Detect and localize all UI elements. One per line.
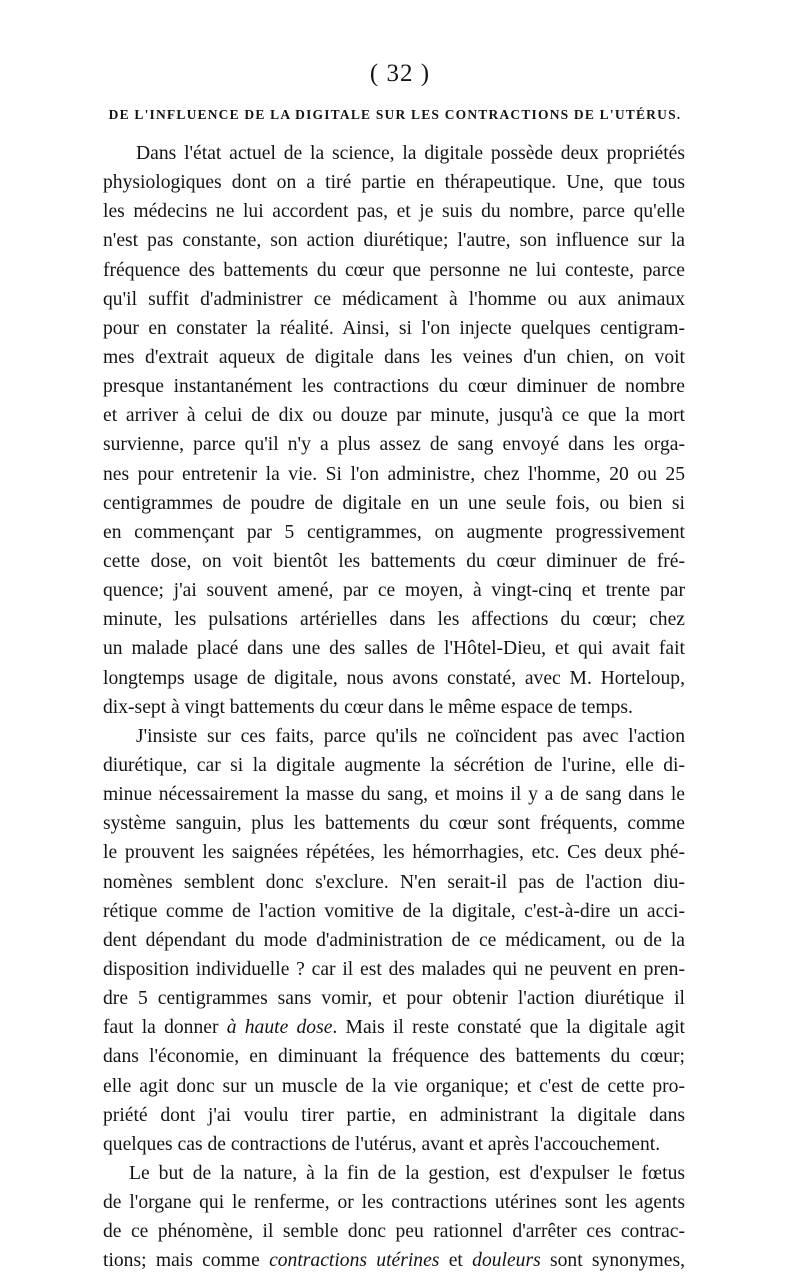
text-line: mes d'extrait aqueux de digitale dans les veines d'un chien, on voit [103,346,685,368]
running-title: DE L'INFLUENCE DE LA DIGITALE SUR LES CONTRACTIONS DE L'UTÉRUS. [108,107,682,122]
text-line: dent dépendant du mode d'administration de ce médicament, ou de la [103,929,685,951]
text-line: et arriver à celui de dix ou douze par minute, jusqu'à ce que la mort [103,405,685,427]
text-line: diurétique, car si la digitale augmente la sécrétion de l'urine, elle di- [103,754,685,776]
text-line: dans l'économie, en diminuant la fréquence des battements du cœur; [103,1046,685,1068]
text-run: faut la donner [103,1017,227,1039]
body-text [103,139,685,1275]
text-line: fréquence des battements du cœur que personne ne lui conteste, parce [103,259,685,281]
text-line: dix-sept à vingt battements du cœur dans le même espace de temps. [103,696,633,718]
text-line [103,1013,685,1042]
italic-text-run: à haute dose [226,1017,333,1039]
text-line: disposition individuelle ? car il est des malades qui ne peuvent en pren- [103,958,685,980]
text-line: J'insiste sur ces faits, parce qu'ils ne coïncident pas avec l'action [136,725,685,747]
text-line: physiologiques dont on a tiré partie en thérapeutique. Une, que tous [103,172,685,194]
text-line: en commençant par 5 centigrammes, on augmente progressivement [103,521,685,543]
text-line: priété dont j'ai voulu tirer partie, en administrant la digitale dans [103,1104,685,1126]
text-line: survienne, parce qu'il n'y a plus assez de sang envoyé dans les orga- [103,434,685,456]
text-line: cette dose, on voit bientôt les battements du cœur diminuer de fré- [103,550,685,572]
text-line: elle agit donc sur un muscle de la vie organique; et c'est de cette pro- [103,1075,685,1097]
italic-text-run: contractions utérines [269,1250,440,1272]
text-line: quelques cas de contractions de l'utérus, avant et après l'accouchement. [103,1133,661,1155]
text-line: de ce phénomène, il semble donc peu rationnel d'arrêter ces contrac- [103,1221,685,1243]
text-line: presque instantanément les contractions du cœur diminuer de nombre [103,376,685,398]
text-line: centigrammes de poudre de digitale en un une seule fois, ou bien si [103,492,685,514]
text-line: les médecins ne lui accordent pas, et je suis du nombre, parce qu'elle [103,201,685,223]
text-line: longtemps usage de digitale, nous avons constaté, avec M. Horteloup, [103,667,685,689]
text-line: le prouvent les saignées répétées, les hémorrhagies, etc. Ces deux phé- [103,842,685,864]
text-line: minue nécessairement la masse du sang, et moins il y a de sang dans le [103,784,685,806]
text-line: Le but de la nature, à la fin de la gestion, est d'expulser le fœtus [129,1162,685,1184]
text-line: système sanguin, plus les battements du cœur sont fréquents, comme [103,813,685,835]
text-line: rétique comme de l'action vomitive de la digitale, c'est-à-dire un acci- [103,900,685,922]
text-line: Dans l'état actuel de la science, la digitale possède deux propriétés [136,143,685,164]
text-line: minute, les pulsations artérielles dans les affections du cœur; chez [103,609,685,631]
text-line: quence; j'ai souvent amené, par ce moyen, à vingt-cinq et trente par [103,580,685,602]
text-run: tions; mais comme [103,1250,270,1272]
text-line [103,1246,685,1275]
italic-text-run: douleurs [472,1250,541,1272]
page-number: ( 32 ) [369,60,431,87]
text-run: et [439,1250,473,1272]
text-line: pour en constater la réalité. Ainsi, si l'on injecte quelques centigram- [103,317,685,339]
text-line: un malade placé dans une des salles de l'Hôtel-Dieu, et qui avait fait [103,638,685,660]
text-line: nes pour entretenir la vie. Si l'on administre, chez l'homme, 20 ou 25 [103,463,685,485]
text-line: de l'organe qui le renferme, or les contractions utérines sont les agents [103,1192,685,1214]
text-run: sont synonymes, [540,1250,686,1272]
text-line: nomènes semblent donc s'exclure. N'en serait-il pas de l'action diu- [103,871,685,893]
text-line: dre 5 centigrammes sans vomir, et pour obtenir l'action diurétique il [103,988,685,1010]
text-line: qu'il suffit d'administrer ce médicament à l'homme ou aux animaux [103,288,685,310]
text-run: . Mais il reste constaté que la digitale agit [332,1017,685,1039]
text-line: n'est pas constante, son action diurétique; l'autre, son influence sur la [103,230,685,252]
